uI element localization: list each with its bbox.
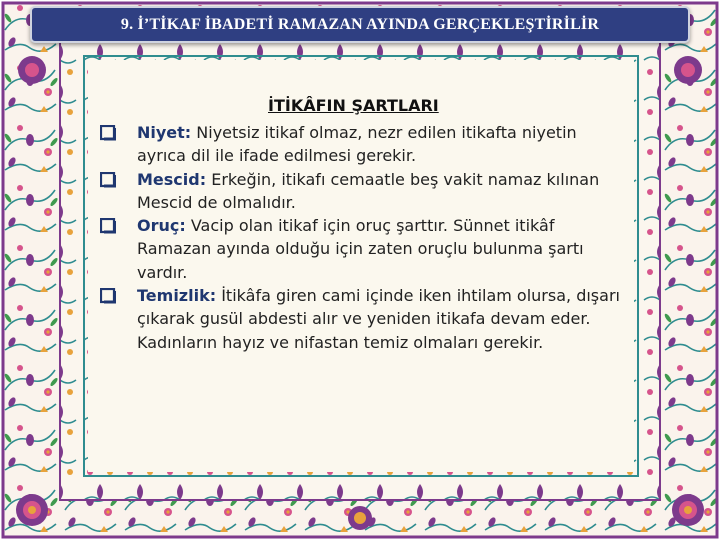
list-item xyxy=(98,121,628,168)
square-bullet-icon xyxy=(100,218,116,234)
square-bullet-icon xyxy=(100,125,116,141)
list-item-term: Temizlik: xyxy=(137,286,217,306)
list-item xyxy=(98,214,628,284)
list-item-term: Niyet: xyxy=(137,123,192,142)
list-item-text xyxy=(137,284,628,354)
list-item-text xyxy=(137,214,628,284)
square-bullet-icon xyxy=(100,172,116,188)
list-item-text xyxy=(137,121,628,168)
page-title: 9. İ’TİKAF İBADETİ RAMAZAN AYINDA GERÇEKLEŞTİRİLİR xyxy=(120,15,600,33)
title-bar xyxy=(30,6,690,43)
square-bullet-icon xyxy=(100,288,116,304)
list-item-term: Oruç: xyxy=(137,216,186,236)
section-heading: İTİKÂFIN ŞARTLARI xyxy=(268,96,439,115)
list-item-term: Mescid: xyxy=(137,169,207,189)
list-item-text xyxy=(137,168,628,215)
list-item-desc: Niyetsiz itikaf olmaz, nezr edilen itikafta niyetin ayrıca dil ile ifade edilmesi gerekir. xyxy=(137,123,577,166)
list-item-desc: Erkeğin, itikafı cemaatle beş vakit namaz kılınan Mescid de olmalıdır. xyxy=(137,169,600,212)
list-item-desc: İtikâfa giren cami içinde iken ihtilam olursa, dışarı çıkarak gusül abdesti alır ve yeniden itikafa devam eder. Kadınların hayız ve nifastan temiz olmaları gerekir. xyxy=(137,286,620,352)
conditions-list xyxy=(98,121,628,354)
list-item-desc: Vacip olan itikaf için oruç şarttır. Sünnet itikâf Ramazan ayında olduğu için zaten oruçlu bulunma şartı vardır. xyxy=(137,216,584,282)
list-item xyxy=(98,284,628,354)
list-item xyxy=(98,168,628,215)
